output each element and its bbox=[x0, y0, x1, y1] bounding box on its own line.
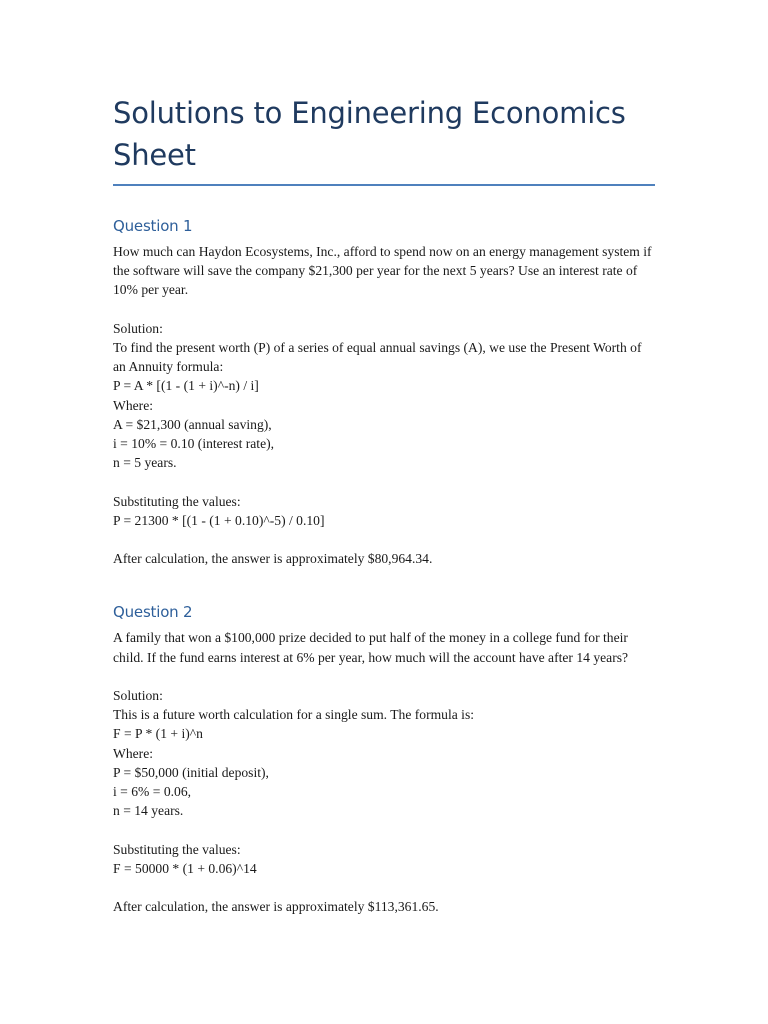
spacer bbox=[113, 530, 655, 549]
answer-text: After calculation, the answer is approximately $113,361.65. bbox=[113, 899, 439, 915]
question-1-text: How much can Haydon Ecosystems, Inc., afford to spend now on an energy management system if the software will save the company $21,300 per year for the next 5 years? Use an interest rate of 10% per year. bbox=[113, 244, 652, 298]
solution-label: Solution: bbox=[113, 688, 163, 703]
spacer bbox=[113, 667, 655, 686]
formula: F = P * (1 + i)^n bbox=[113, 726, 203, 742]
where-label: Where: bbox=[113, 745, 153, 761]
question-2-text: A family that won a $100,000 prize decided to put half of the money in a college fund for their child. If the fund earns interest at 6% per year, how much will the account have after 14 years? bbox=[113, 630, 629, 665]
substitution-formula: F = 50000 * (1 + 0.06)^14 bbox=[113, 860, 257, 876]
variable-line: i = 6% = 0.06, bbox=[113, 784, 192, 800]
variable-line: n = 14 years. bbox=[113, 803, 184, 819]
solution-label: Solution: bbox=[113, 320, 163, 336]
spacer bbox=[113, 878, 655, 897]
question-2-section bbox=[113, 602, 655, 916]
document-page bbox=[113, 92, 655, 916]
substitution-formula: P = 21300 * [(1 - (1 + 0.10)^-5) / 0.10] bbox=[113, 512, 325, 528]
answer-text: After calculation, the answer is approximately $80,964.34. bbox=[113, 551, 433, 567]
variable-line: P = $50,000 (initial deposit), bbox=[113, 764, 269, 780]
solution-intro: This is a future worth calculation for a single sum. The formula is: bbox=[113, 707, 475, 723]
substituting-label: Substituting the values: bbox=[113, 493, 241, 509]
spacer bbox=[113, 472, 655, 491]
variable-line: i = 10% = 0.10 (interest rate), bbox=[113, 436, 275, 452]
spacer bbox=[113, 820, 655, 839]
formula: P = A * [(1 - (1 + i)^-n) / i] bbox=[113, 378, 259, 394]
where-label: Where: bbox=[113, 397, 153, 413]
question-1-heading: Question 1 bbox=[113, 217, 193, 235]
document-title: Solutions to Engineering Economics Sheet bbox=[113, 92, 655, 186]
spacer bbox=[113, 300, 655, 319]
question-1-section bbox=[113, 216, 655, 568]
variable-line: n = 5 years. bbox=[113, 455, 177, 471]
solution-intro: To find the present worth (P) of a series of equal annual savings (A), we use the Present Worth of an Annuity formula: bbox=[113, 340, 642, 375]
question-2-heading: Question 2 bbox=[113, 603, 193, 622]
substituting-label: Substituting the values: bbox=[113, 841, 241, 857]
variable-line: A = $21,300 (annual saving), bbox=[113, 416, 272, 432]
